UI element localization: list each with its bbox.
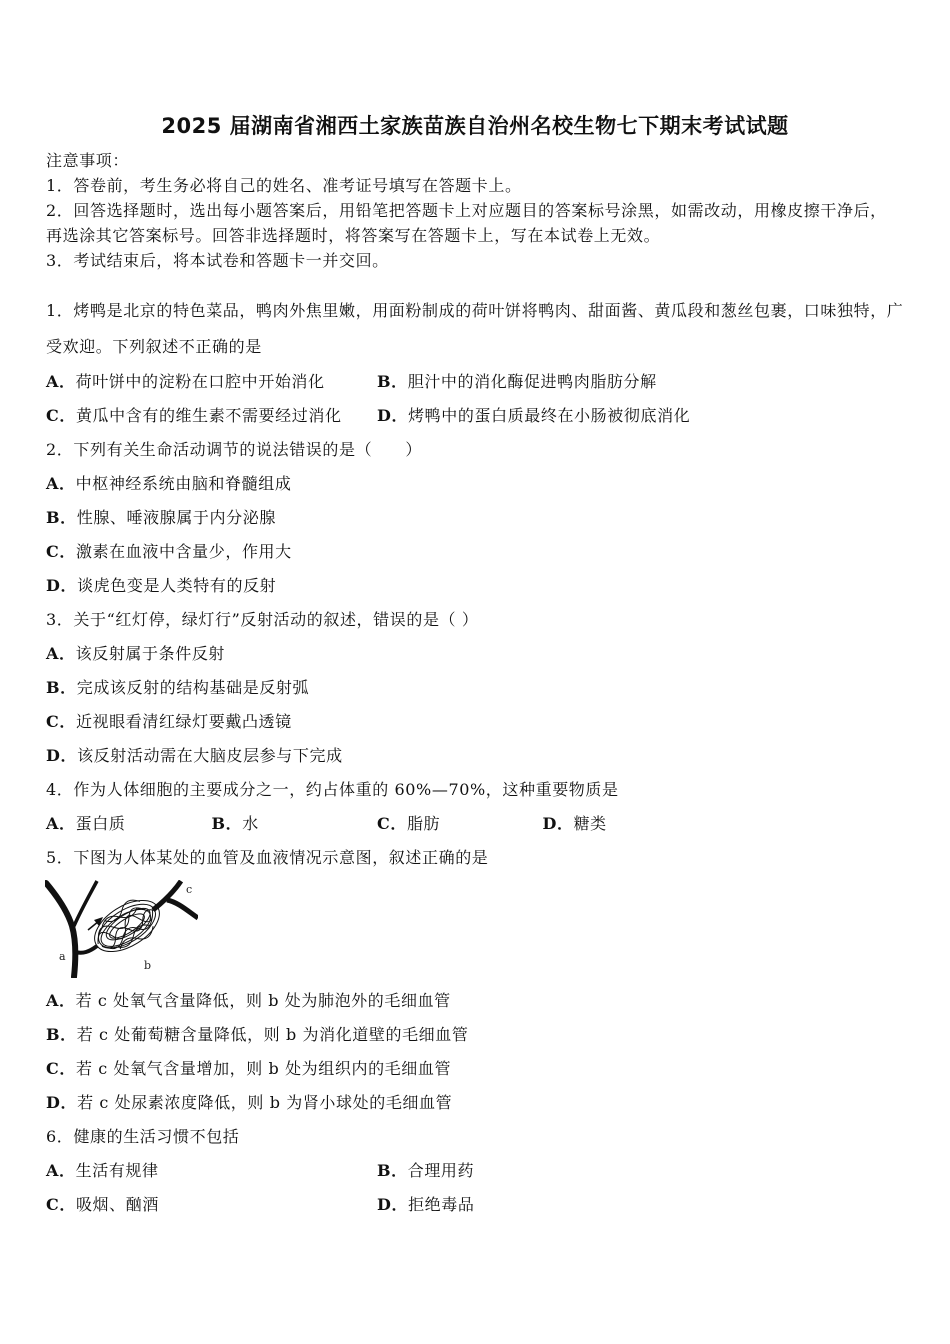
option-letter: B． xyxy=(377,372,408,391)
question-3 xyxy=(46,603,908,773)
notice-item: 1．答卷前，考生务必将自己的姓名、准考证号填写在答题卡上。 xyxy=(46,176,522,195)
question-number: 5． xyxy=(46,848,74,867)
option-text: 若 c 处尿素浓度降低，则 b 为肾小球处的毛细血管 xyxy=(77,1093,453,1112)
question-stem-line xyxy=(46,293,908,365)
question-2 xyxy=(46,433,908,603)
question-number: 4． xyxy=(46,780,74,799)
option-letter: C． xyxy=(377,814,407,833)
option-a xyxy=(46,1154,377,1188)
question-stem: 下列有关生命活动调节的说法错误的是（ ） xyxy=(73,440,422,459)
option-text: 若 c 处葡萄糖含量降低，则 b 为消化道壁的毛细血管 xyxy=(76,1025,469,1044)
question-stem-line xyxy=(46,773,908,807)
option-row xyxy=(46,807,908,841)
option-letter: A． xyxy=(46,991,76,1010)
question-number: 6． xyxy=(46,1127,74,1146)
figure-label-a: a xyxy=(59,950,67,963)
option-text: 合理用药 xyxy=(407,1161,475,1180)
figure-label-b: b xyxy=(144,959,152,972)
capillary-network xyxy=(86,889,169,962)
option-d xyxy=(46,569,908,603)
option-letter: B． xyxy=(46,678,77,697)
option-b xyxy=(377,365,708,399)
question-list xyxy=(46,293,908,1222)
question-stem-line xyxy=(46,841,908,875)
option-row xyxy=(46,399,908,433)
option-letter: D． xyxy=(377,406,409,425)
option-text: 性腺、唾液腺属于内分泌腺 xyxy=(76,508,276,527)
option-c xyxy=(377,807,543,841)
question-6 xyxy=(46,1120,908,1222)
question-stem: 作为人体细胞的主要成分之一，约占体重的 60%—70%，这种重要物质是 xyxy=(73,780,619,799)
question-stem-line xyxy=(46,433,908,467)
option-letter: B． xyxy=(377,1161,408,1180)
option-letter: C． xyxy=(46,1059,76,1078)
option-text: 水 xyxy=(242,814,259,833)
option-letter: A． xyxy=(46,1161,76,1180)
question-number: 2． xyxy=(46,440,74,459)
option-letter: C． xyxy=(46,542,76,561)
option-letter: C． xyxy=(46,712,76,731)
option-text: 拒绝毒品 xyxy=(408,1195,475,1214)
notice-heading: 注意事项： xyxy=(46,151,130,170)
option-d xyxy=(543,807,709,841)
option-a xyxy=(46,807,212,841)
option-text: 蛋白质 xyxy=(75,814,126,833)
notice-item: 2．回答选择题时，选出每小题答案后，用铅笔把答题卡上对应题目的答案标号涂黑，如需改动，用橡皮擦干净后，再选涂其它答案标号。回答非选择题时，将答案写在答题卡上，写在本试卷上无效。 xyxy=(46,201,887,245)
question-stem: 烤鸭是北京的特色菜品，鸭肉外焦里嫩，用面粉制成的荷叶饼将鸭肉、甜面酱、黄瓜段和葱丝包裹，口味独特，广受欢迎。下列叙述不正确的是 xyxy=(46,301,904,356)
option-b xyxy=(46,671,908,705)
option-letter: A． xyxy=(46,372,76,391)
question-stem: 健康的生活习惯不包括 xyxy=(73,1127,240,1146)
option-letter: C． xyxy=(46,1195,76,1214)
option-text: 若 c 处氧气含量增加，则 b 处为组织内的毛细血管 xyxy=(75,1059,452,1078)
question-stem: 下图为人体某处的血管及血液情况示意图，叙述正确的是 xyxy=(73,848,489,867)
option-c xyxy=(46,705,908,739)
notice-item: 3．考试结束后，将本试卷和答题卡一并交回。 xyxy=(46,251,389,270)
option-text: 中枢神经系统由脑和脊髓组成 xyxy=(75,474,292,493)
option-row xyxy=(46,365,908,399)
option-c xyxy=(46,1052,908,1086)
option-row xyxy=(46,1154,908,1188)
option-text: 糖类 xyxy=(573,814,607,833)
option-letter: D． xyxy=(377,1195,409,1214)
option-text: 该反射属于条件反射 xyxy=(75,644,226,663)
option-c xyxy=(46,535,908,569)
option-a xyxy=(46,637,908,671)
option-text: 该反射活动需在大脑皮层参与下完成 xyxy=(77,746,343,765)
option-a xyxy=(46,365,377,399)
vessel-to-network xyxy=(75,946,97,953)
option-b xyxy=(377,1154,708,1188)
option-text: 烤鸭中的蛋白质最终在小肠被彻底消化 xyxy=(408,406,691,425)
option-a xyxy=(46,984,908,1018)
figure-label-c: c xyxy=(186,883,193,896)
option-text: 胆汁中的消化酶促进鸭肉脂肪分解 xyxy=(407,372,657,391)
option-d xyxy=(46,1086,908,1120)
option-letter: D． xyxy=(542,814,574,833)
option-letter: D． xyxy=(46,1093,78,1112)
question-number: 1． xyxy=(46,301,74,320)
vessel-branch-right xyxy=(167,900,198,918)
question-number: 3． xyxy=(46,610,74,629)
notice-section xyxy=(46,148,891,273)
option-text: 吸烟、酗酒 xyxy=(75,1195,159,1214)
option-text: 近视眼看清红绿灯要戴凸透镜 xyxy=(75,712,292,731)
option-text: 黄瓜中含有的维生素不需要经过消化 xyxy=(75,406,342,425)
option-b xyxy=(46,501,908,535)
option-text: 激素在血液中含量少，作用大 xyxy=(75,542,292,561)
option-letter: A． xyxy=(46,814,76,833)
option-b xyxy=(46,1018,908,1052)
option-letter: B． xyxy=(46,1025,77,1044)
option-d xyxy=(46,739,908,773)
option-c xyxy=(46,1188,377,1222)
option-text: 若 c 处氧气含量降低，则 b 处为肺泡外的毛细血管 xyxy=(75,991,451,1010)
option-row xyxy=(46,1188,908,1222)
question-stem-line xyxy=(46,603,908,637)
option-text: 谈虎色变是人类特有的反射 xyxy=(77,576,277,595)
option-d xyxy=(377,1188,708,1222)
option-a xyxy=(46,467,908,501)
question-stem: 关于“红灯停，绿灯行”反射活动的叙述，错误的是（ ） xyxy=(73,610,479,629)
option-d xyxy=(377,399,708,433)
question-5 xyxy=(46,841,908,1120)
vessel-branch-top xyxy=(74,881,97,926)
option-letter: B． xyxy=(211,814,243,833)
question-1 xyxy=(46,293,908,433)
option-letter: B． xyxy=(46,508,77,527)
option-text: 生活有规律 xyxy=(75,1161,159,1180)
option-b xyxy=(212,807,378,841)
option-text: 完成该反射的结构基础是反射弧 xyxy=(76,678,310,697)
option-letter: D． xyxy=(46,576,78,595)
option-c xyxy=(46,399,377,433)
option-letter: A． xyxy=(46,474,76,493)
blood-vessel-diagram xyxy=(45,880,198,978)
option-letter: C． xyxy=(46,406,76,425)
option-letter: D． xyxy=(46,746,78,765)
question-4 xyxy=(46,773,908,841)
question-stem-line xyxy=(46,1120,908,1154)
option-letter: A． xyxy=(46,644,76,663)
option-text: 荷叶饼中的淀粉在口腔中开始消化 xyxy=(75,372,325,391)
option-text: 脂肪 xyxy=(406,814,441,833)
page-title: 2025 届湖南省湘西土家族苗族自治州名校生物七下期末考试试题 xyxy=(161,114,789,138)
